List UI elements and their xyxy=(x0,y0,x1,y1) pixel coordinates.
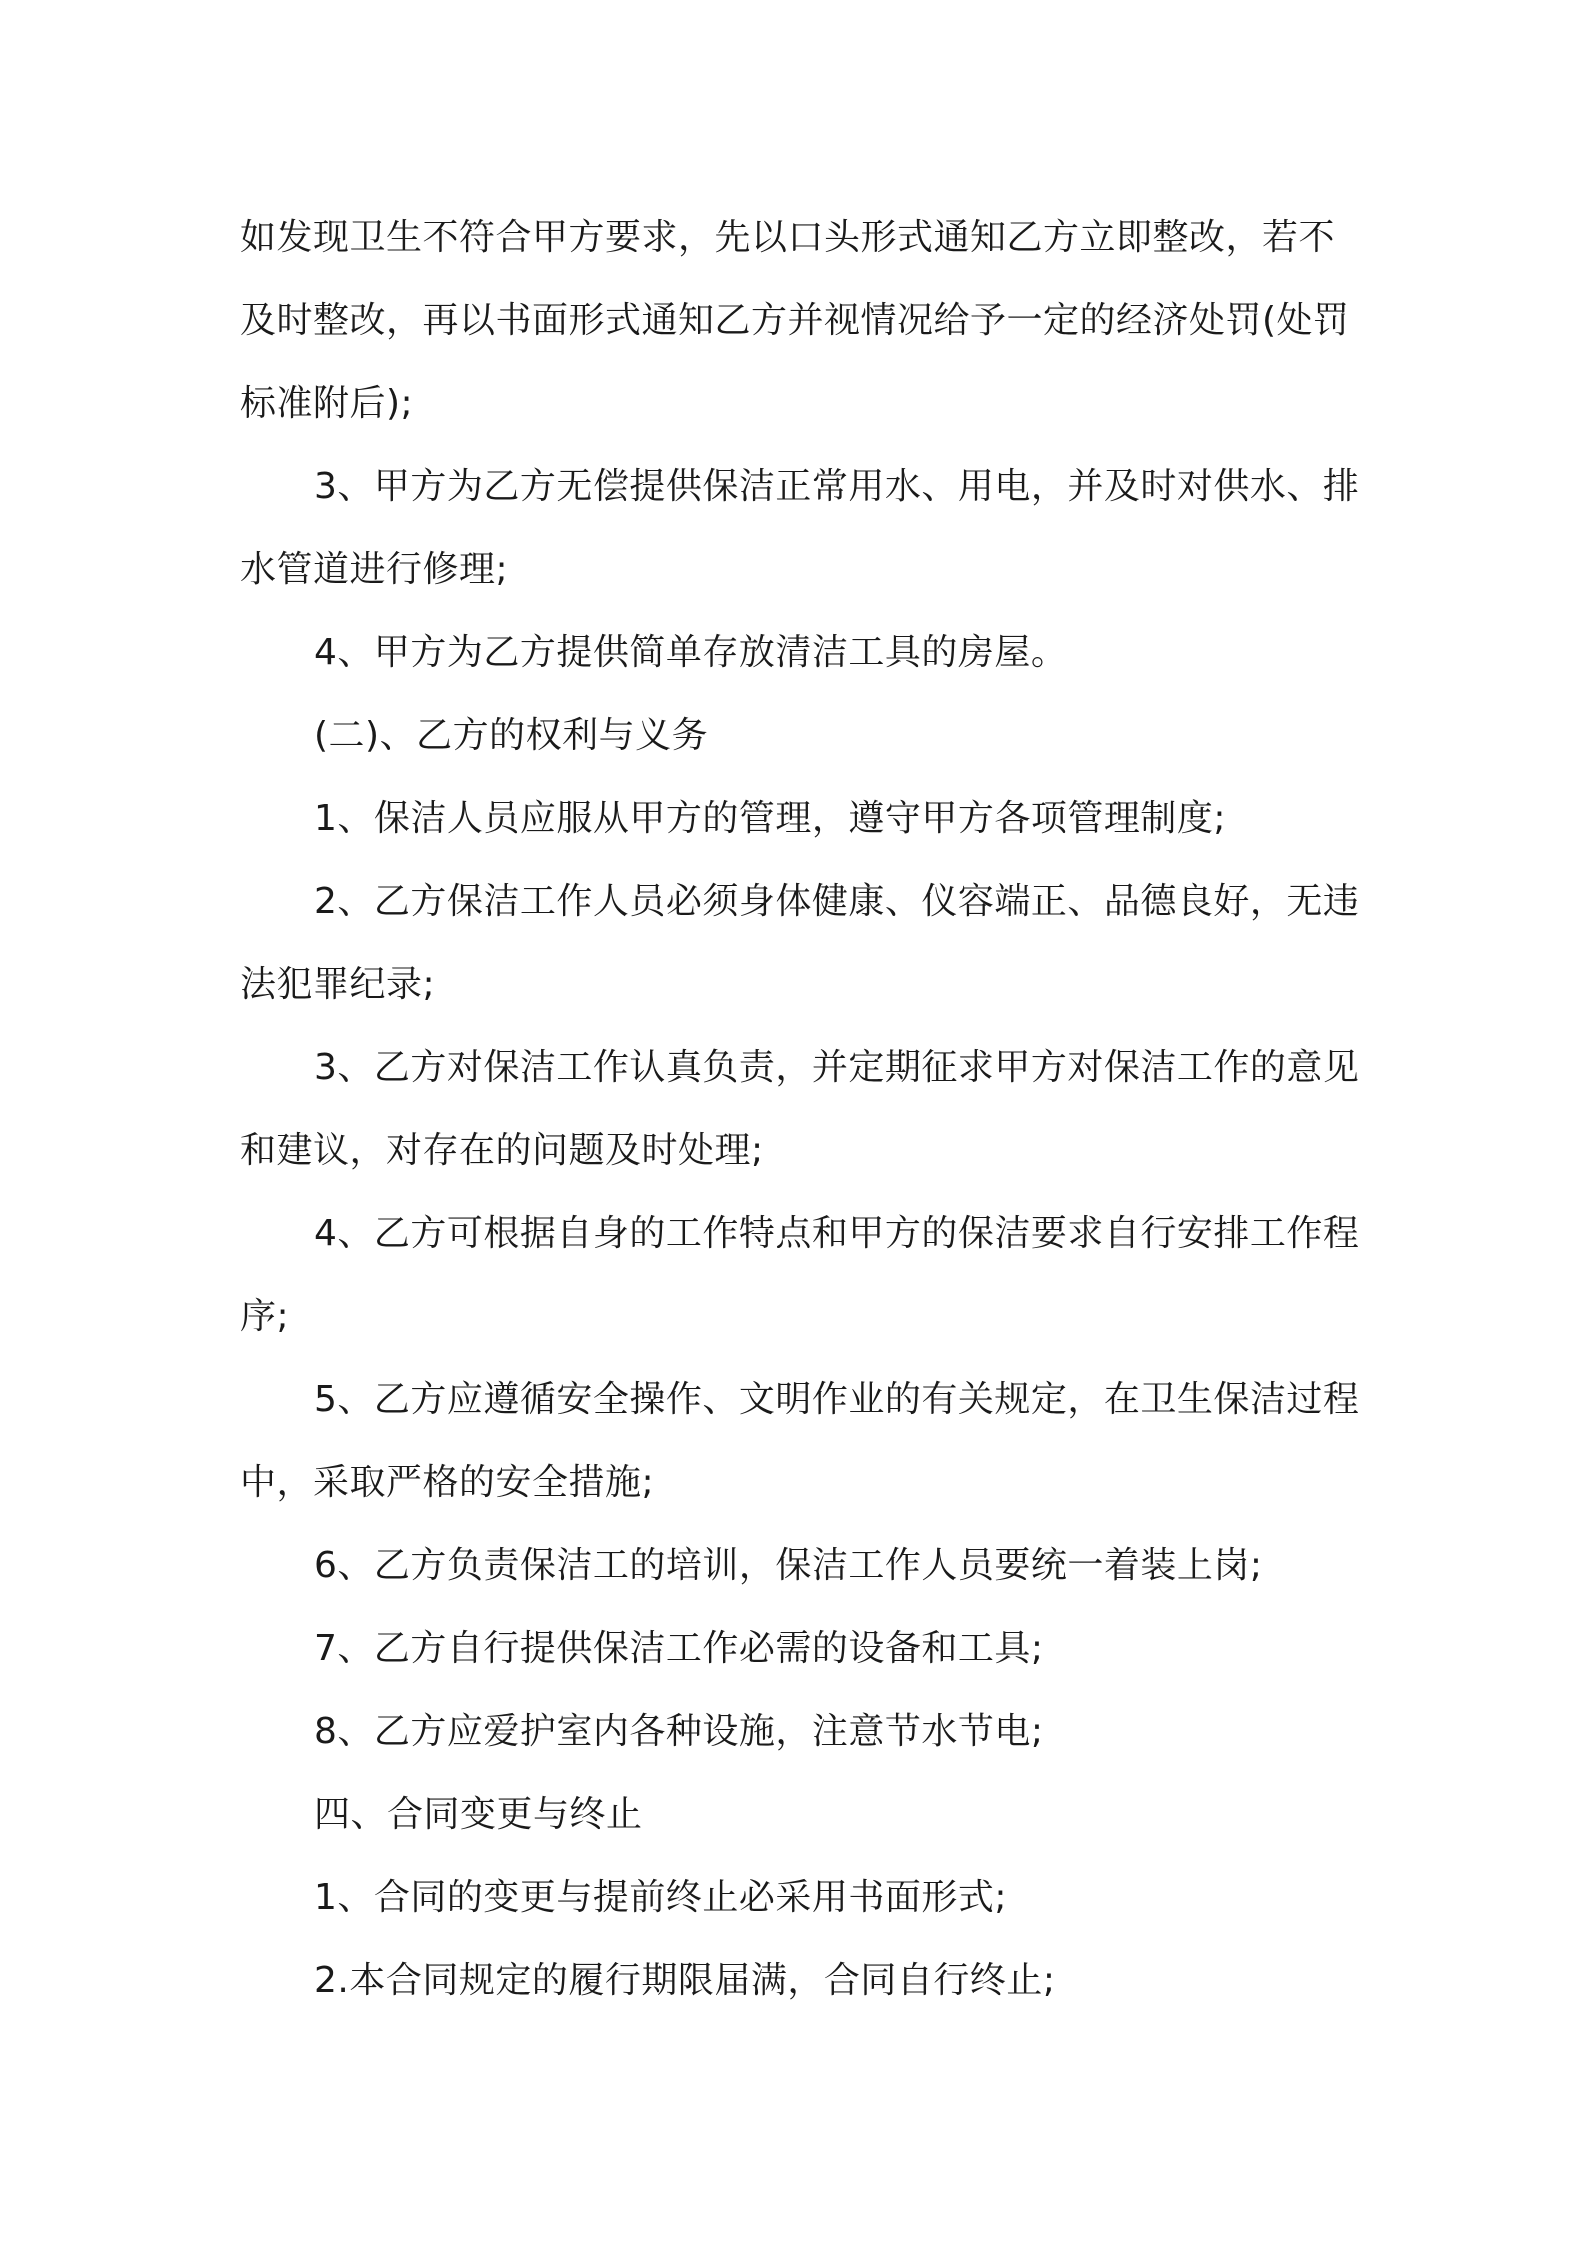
section-heading-contract-change: 四、合同变更与终止 xyxy=(314,1794,643,1835)
paragraph-hygiene-penalty: 如发现卫生不符合甲方要求，先以口头形式通知乙方立即整改，若不及时整改，再以书面形式通知乙方并视情况给予一定的经济处罚(处罚标准附后); xyxy=(240,217,1350,424)
paragraph-staff-health: 2、乙方保洁工作人员必须身体健康、仪容端正、品德良好，无违法犯罪纪录; xyxy=(240,881,1360,1005)
paragraph-equipment: 7、乙方自行提供保洁工作必需的设备和工具; xyxy=(314,1628,1044,1669)
paragraph-obey-management: 1、保洁人员应服从甲方的管理，遵守甲方各项管理制度; xyxy=(314,798,1227,839)
paragraph-responsibility: 3、乙方对保洁工作认真负责，并定期征求甲方对保洁工作的意见和建议，对存在的问题及时处理; xyxy=(240,1047,1360,1171)
document-body xyxy=(240,196,1360,2022)
paragraph-written-form: 1、合同的变更与提前终止必采用书面形式; xyxy=(314,1877,1008,1918)
paragraph-contract-expiry: 2.本合同规定的履行期限届满，合同自行终止; xyxy=(314,1960,1056,2001)
paragraph-training-uniform: 6、乙方负责保洁工的培训，保洁工作人员要统一着装上岗; xyxy=(314,1545,1263,1586)
paragraph-storage-room: 4、甲方为乙方提供简单存放清洁工具的房屋。 xyxy=(314,632,1068,673)
section-heading-party-b-rights: (二)、乙方的权利与义务 xyxy=(314,715,709,756)
paragraph-facility-care: 8、乙方应爱护室内各种设施，注意节水节电; xyxy=(314,1711,1044,1752)
paragraph-safety: 5、乙方应遵循安全操作、文明作业的有关规定，在卫生保洁过程中，采取严格的安全措施; xyxy=(240,1379,1360,1503)
paragraph-water-electricity: 3、甲方为乙方无偿提供保洁正常用水、用电，并及时对供水、排水管道进行修理; xyxy=(240,466,1360,590)
paragraph-work-schedule: 4、乙方可根据自身的工作特点和甲方的保洁要求自行安排工作程序; xyxy=(240,1213,1360,1337)
